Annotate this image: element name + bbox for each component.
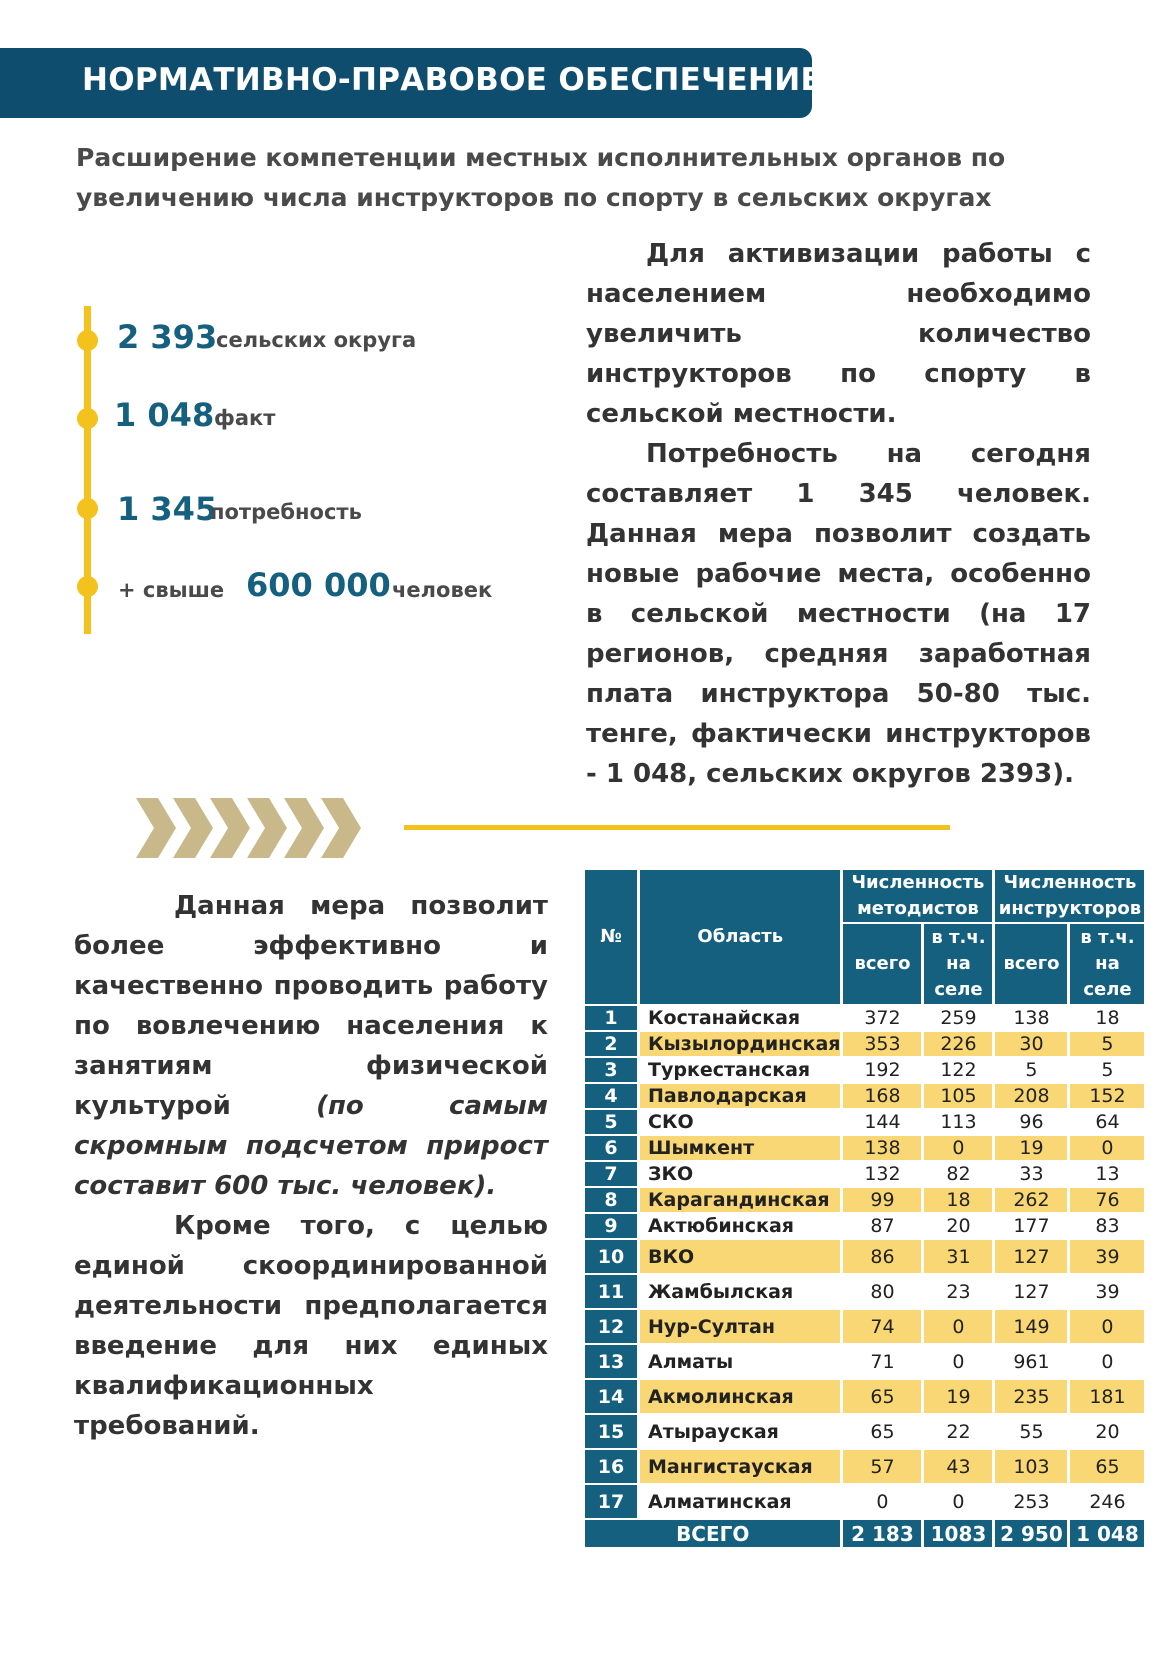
row-region: Акмолинская bbox=[640, 1380, 840, 1413]
table-row bbox=[585, 1188, 1144, 1212]
row-methodists-rural: 22 bbox=[946, 1420, 971, 1443]
total-label: ВСЕГО bbox=[585, 1520, 840, 1547]
col-header-region: Область bbox=[640, 870, 840, 1004]
row-instructors-rural: 39 bbox=[1095, 1280, 1120, 1303]
row-instructors-rural: 0 bbox=[1101, 1350, 1114, 1373]
row-region: Алматы bbox=[648, 1350, 734, 1373]
row-instructors-total: 253 bbox=[1013, 1490, 1050, 1513]
stat-need-label: потребность bbox=[210, 500, 362, 524]
row-number: 16 bbox=[585, 1450, 637, 1483]
table-row bbox=[585, 1084, 1144, 1108]
stat-fact-label: факт bbox=[214, 406, 276, 430]
table-row bbox=[585, 1450, 1144, 1483]
table-row bbox=[585, 1485, 1144, 1518]
row-methodists-rural: 0 bbox=[952, 1490, 965, 1513]
row-instructors-total: 33 bbox=[1019, 1163, 1044, 1185]
subtitle-line-2: увеличению числа инструкторов по спорту в сельских округах bbox=[76, 183, 992, 212]
stat-over-value: 600 000 bbox=[246, 566, 391, 604]
row-methodists-rural: 18 bbox=[924, 1188, 992, 1212]
stat-over-prefix: + свыше bbox=[118, 578, 225, 602]
row-number: 17 bbox=[585, 1485, 637, 1518]
row-instructors-total: 149 bbox=[995, 1310, 1067, 1343]
left-paragraph-2: Кроме того, с целью единой скоординированной деятельности предполагается введение для них единых квалификационных требований. bbox=[74, 1211, 548, 1441]
row-instructors-rural: 246 bbox=[1089, 1490, 1126, 1513]
col-header-instructors-total: всего bbox=[995, 924, 1067, 1004]
row-instructors-total: 127 bbox=[995, 1240, 1067, 1273]
row-methodists-rural: 105 bbox=[924, 1084, 992, 1108]
row-instructors-rural: 5 bbox=[1101, 1059, 1114, 1081]
col-header-num: № bbox=[585, 870, 637, 1004]
row-instructors-total: 177 bbox=[1013, 1215, 1050, 1237]
row-instructors-total: 262 bbox=[995, 1188, 1067, 1212]
row-region: ВКО bbox=[640, 1240, 840, 1273]
stat-over-label: человек bbox=[392, 578, 493, 602]
timeline-dot-2 bbox=[77, 408, 98, 429]
stat-fact-value: 1 048 bbox=[114, 396, 215, 434]
row-methodists-total: 132 bbox=[864, 1163, 901, 1185]
row-instructors-rural: 0 bbox=[1070, 1310, 1144, 1343]
row-methodists-rural: 43 bbox=[924, 1450, 992, 1483]
table-row bbox=[585, 1006, 1144, 1030]
row-region: Карагандинская bbox=[640, 1188, 840, 1212]
row-methodists-total: 86 bbox=[843, 1240, 921, 1273]
row-instructors-rural: 20 bbox=[1095, 1420, 1120, 1443]
row-methodists-total: 192 bbox=[864, 1059, 901, 1081]
table-row bbox=[585, 1214, 1144, 1238]
row-methodists-total: 65 bbox=[843, 1380, 921, 1413]
row-instructors-total: 103 bbox=[995, 1450, 1067, 1483]
row-number: 1 bbox=[585, 1006, 637, 1030]
row-methodists-total: 74 bbox=[843, 1310, 921, 1343]
row-instructors-total: 5 bbox=[1025, 1059, 1038, 1081]
table-total-row bbox=[585, 1520, 1144, 1547]
table-row bbox=[585, 1380, 1144, 1413]
row-methodists-rural: 113 bbox=[940, 1111, 977, 1133]
row-region: Актюбинская bbox=[648, 1215, 794, 1237]
row-region: Туркестанская bbox=[648, 1059, 811, 1081]
table-row bbox=[585, 1275, 1144, 1308]
row-methodists-rural: 20 bbox=[946, 1215, 971, 1237]
col-header-methodists-total: всего bbox=[843, 924, 921, 1004]
row-methodists-total: 71 bbox=[870, 1350, 895, 1373]
row-number: 4 bbox=[585, 1084, 637, 1108]
col-header-instructors-rural: в т.ч. на селе bbox=[1070, 924, 1144, 1004]
row-instructors-total: 138 bbox=[1013, 1007, 1050, 1029]
row-number: 2 bbox=[585, 1032, 637, 1056]
table-row bbox=[585, 1310, 1144, 1343]
left-paragraph-1-italic: (по самым скромным подсчетом прирост составит 600 тыс. человек). bbox=[74, 1091, 549, 1201]
row-number: 3 bbox=[585, 1058, 637, 1082]
table-row bbox=[585, 1032, 1144, 1056]
row-number: 13 bbox=[585, 1345, 637, 1378]
row-number: 6 bbox=[585, 1136, 637, 1160]
right-paragraph-1: Для активизации работы с населением необходимо увеличить количество инструкторов по спорту в сельской местности. bbox=[586, 239, 1091, 429]
row-instructors-total: 961 bbox=[1013, 1350, 1050, 1373]
row-methodists-total: 57 bbox=[843, 1450, 921, 1483]
row-methodists-total: 87 bbox=[870, 1215, 895, 1237]
row-region: Жамбылская bbox=[648, 1280, 794, 1303]
row-methodists-rural: 19 bbox=[924, 1380, 992, 1413]
row-instructors-rural: 39 bbox=[1070, 1240, 1144, 1273]
left-text-block bbox=[74, 886, 548, 1446]
row-region: Нур-Султан bbox=[640, 1310, 840, 1343]
row-instructors-rural: 64 bbox=[1095, 1111, 1120, 1133]
row-instructors-total: 235 bbox=[995, 1380, 1067, 1413]
row-region: Мангистауская bbox=[640, 1450, 840, 1483]
row-number: 7 bbox=[585, 1162, 637, 1186]
row-region: Шымкент bbox=[640, 1136, 840, 1160]
total-instructors-total: 2 950 bbox=[995, 1520, 1067, 1547]
row-methodists-total: 0 bbox=[876, 1490, 889, 1513]
row-region: Атырауская bbox=[648, 1420, 779, 1443]
row-region: Костанайская bbox=[648, 1007, 801, 1029]
row-methodists-rural: 122 bbox=[940, 1059, 977, 1081]
table-row bbox=[585, 1058, 1144, 1082]
row-instructors-rural: 13 bbox=[1095, 1163, 1120, 1185]
row-methodists-rural: 23 bbox=[946, 1280, 971, 1303]
row-instructors-rural: 181 bbox=[1070, 1380, 1144, 1413]
subtitle bbox=[76, 138, 1036, 218]
row-region: Алматинская bbox=[648, 1490, 792, 1513]
row-methodists-total: 80 bbox=[870, 1280, 895, 1303]
row-methodists-total: 372 bbox=[864, 1007, 901, 1029]
total-instructors-rural: 1 048 bbox=[1070, 1520, 1144, 1547]
row-methodists-total: 65 bbox=[870, 1420, 895, 1443]
row-methodists-rural: 259 bbox=[940, 1007, 977, 1029]
row-methodists-rural: 31 bbox=[924, 1240, 992, 1273]
page-title: НОРМАТИВНО-ПРАВОВОЕ ОБЕСПЕЧЕНИЕ bbox=[82, 62, 822, 98]
stat-rural-districts-label: сельских округа bbox=[216, 328, 417, 352]
regions-table bbox=[582, 868, 1147, 1549]
row-methodists-rural: 0 bbox=[952, 1350, 965, 1373]
row-number: 15 bbox=[585, 1415, 637, 1448]
row-methodists-total: 138 bbox=[843, 1136, 921, 1160]
row-number: 14 bbox=[585, 1380, 637, 1413]
divider-rule bbox=[404, 825, 950, 830]
row-methodists-total: 353 bbox=[843, 1032, 921, 1056]
row-number: 5 bbox=[585, 1110, 637, 1134]
row-methodists-total: 168 bbox=[843, 1084, 921, 1108]
row-instructors-rural: 76 bbox=[1070, 1188, 1144, 1212]
col-header-methodists: Численность методистов bbox=[843, 870, 992, 922]
row-instructors-total: 96 bbox=[1019, 1111, 1044, 1133]
right-text-block bbox=[586, 234, 1091, 794]
row-methodists-rural: 226 bbox=[924, 1032, 992, 1056]
row-region: Кызылординская bbox=[640, 1032, 840, 1056]
row-methodists-rural: 0 bbox=[924, 1136, 992, 1160]
table-row bbox=[585, 1240, 1144, 1273]
col-header-methodists-rural: в т.ч. на селе bbox=[924, 924, 992, 1004]
total-methodists-rural: 1083 bbox=[924, 1520, 992, 1547]
subtitle-line-1: Расширение компетенции местных исполнительных органов по bbox=[76, 143, 1006, 172]
timeline-dot-4 bbox=[77, 576, 98, 597]
row-instructors-rural: 83 bbox=[1095, 1215, 1120, 1237]
row-methodists-total: 144 bbox=[864, 1111, 901, 1133]
row-region: Павлодарская bbox=[640, 1084, 840, 1108]
row-number: 8 bbox=[585, 1188, 637, 1212]
row-number: 10 bbox=[585, 1240, 637, 1273]
row-instructors-total: 30 bbox=[995, 1032, 1067, 1056]
row-number: 11 bbox=[585, 1275, 637, 1308]
row-instructors-rural: 152 bbox=[1070, 1084, 1144, 1108]
col-header-instructors: Численность инструкторов bbox=[995, 870, 1144, 922]
row-instructors-rural: 65 bbox=[1070, 1450, 1144, 1483]
stat-rural-districts-value: 2 393 bbox=[117, 318, 218, 356]
row-instructors-total: 208 bbox=[995, 1084, 1067, 1108]
timeline-dot-1 bbox=[77, 330, 98, 351]
table-row bbox=[585, 1136, 1144, 1160]
row-number: 9 bbox=[585, 1214, 637, 1238]
row-instructors-rural: 18 bbox=[1095, 1007, 1120, 1029]
row-instructors-rural: 5 bbox=[1070, 1032, 1144, 1056]
left-paragraph-1 bbox=[74, 886, 548, 1206]
table-row bbox=[585, 1345, 1144, 1378]
row-instructors-total: 127 bbox=[1013, 1280, 1050, 1303]
row-number: 12 bbox=[585, 1310, 637, 1343]
timeline-dot-3 bbox=[77, 498, 98, 519]
row-methodists-rural: 82 bbox=[946, 1163, 971, 1185]
row-methodists-rural: 0 bbox=[924, 1310, 992, 1343]
table-row bbox=[585, 1415, 1144, 1448]
row-instructors-total: 19 bbox=[995, 1136, 1067, 1160]
total-methodists-total: 2 183 bbox=[843, 1520, 921, 1547]
chevron-arrows-icon bbox=[136, 798, 376, 858]
table-row bbox=[585, 1110, 1144, 1134]
stat-need-value: 1 345 bbox=[117, 490, 218, 528]
row-region: СКО bbox=[648, 1111, 694, 1133]
row-methodists-total: 99 bbox=[843, 1188, 921, 1212]
left-paragraph-1-text: Данная мера позволит более эффективно и качественно проводить работу по вовлечению населения к занятиям физической культурой bbox=[74, 891, 548, 1121]
row-instructors-rural: 0 bbox=[1070, 1136, 1144, 1160]
row-region: ЗКО bbox=[648, 1163, 694, 1185]
table-row bbox=[585, 1162, 1144, 1186]
right-paragraph-2: Потребность на сегодня составляет 1 345 человек. Данная мера позволит создать новые рабочие места, особенно в сельской местности (на 17 регионов, средняя заработная плата инструктора 50-80 тыс. тенге, фактически инструкторов - 1 048, сельских округов 2393). bbox=[586, 439, 1091, 789]
row-instructors-total: 55 bbox=[1019, 1420, 1044, 1443]
